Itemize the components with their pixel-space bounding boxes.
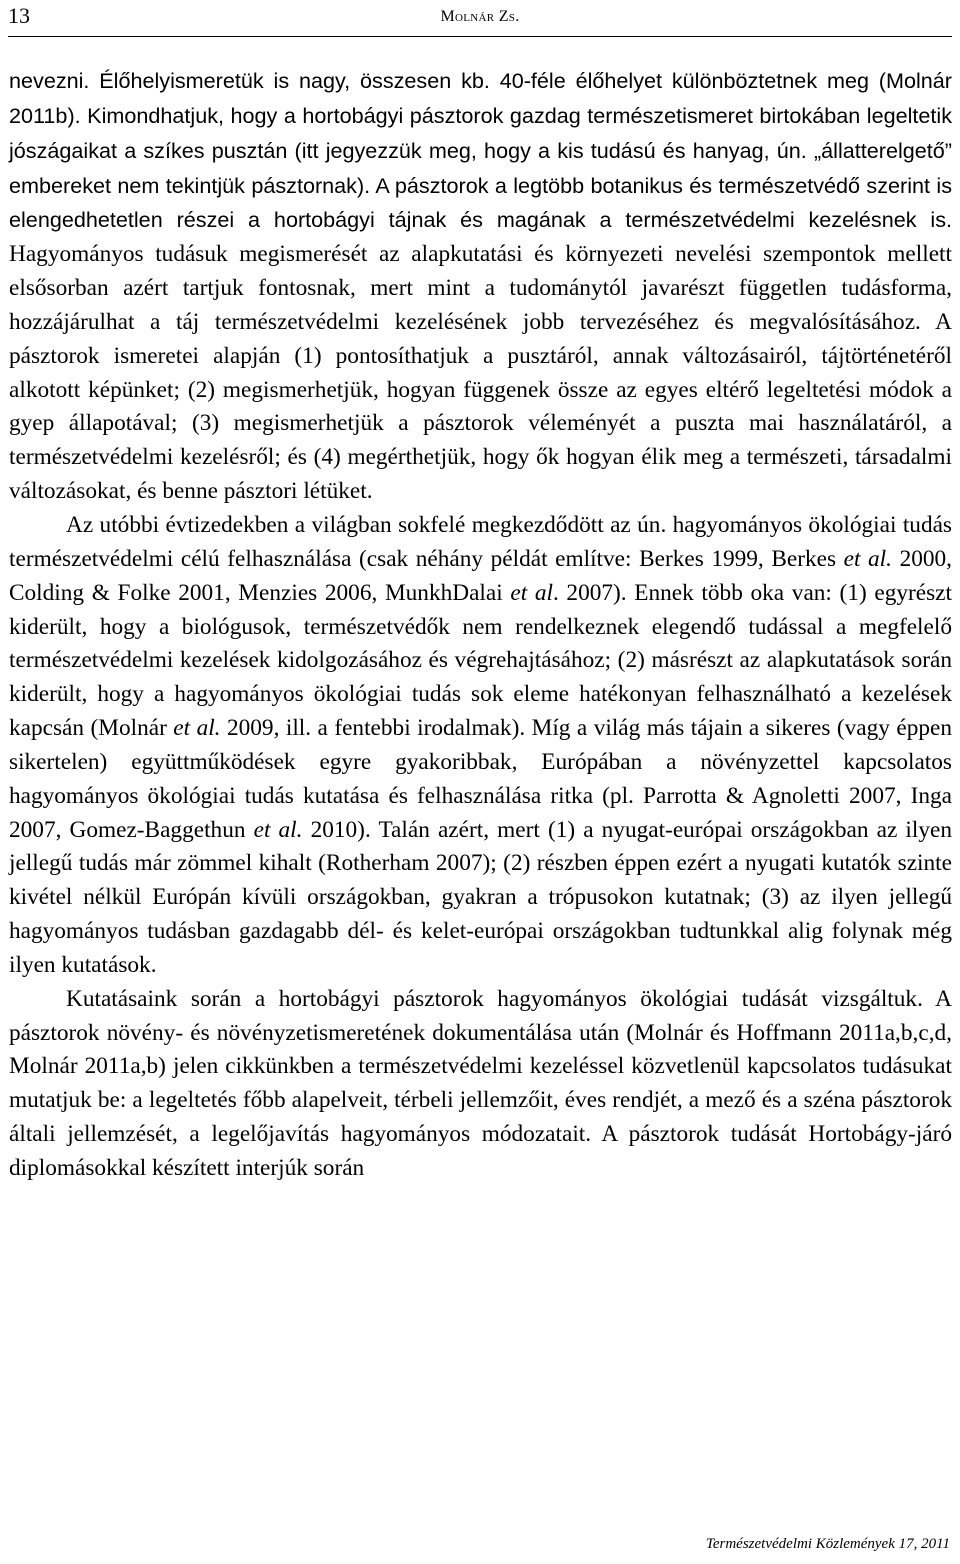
paragraph-2-part-d: 2009, ill. a fentebbi irodalmak). Míg a világ más tájain a sikeres (vagy éppen sikertelen) együttműködések egyre gyakoribbak, Európában a növényzettel kapcsolatos hagyományos ökológiai tudás kutatása és felhasználása ritka (pl. Parrotta & Agnoletti 2007, Inga 2007, Gomez-Baggethun — [9, 715, 952, 843]
running-head: Molnár Zs. — [440, 8, 520, 25]
paragraph-2-part-c: . 2007). Ennek több oka van: (1) egyrészt kiderült, hogy a biológusok, természetvédők nem rendelkeznek elegendő tudással a megfelelő természetvédelmi kezelések kidolgozásához és végrehajtásához; (2) másrészt az alapkutatások során kiderült, hogy a hagyományos ökológiai tudás sok eleme hatékonyan felhasználható a kezelések kapcsán (Molnár — [9, 579, 952, 742]
et-al-2: et al — [510, 579, 553, 606]
et-al-1: et al. — [843, 545, 892, 572]
paragraph-1 — [9, 64, 952, 509]
paragraph-1-serif-segment: Hagyományos tudásuk megismerését az alapkutatási és környezeti nevelési szempontok mellett elsősorban azért tartjuk fontosnak, mert mint a tudománytól javarészt független tudásforma, hozzájárulhat a táj természetvédelmi kezelésének jobb tervezéséhez és megvalósításához. A pásztorok ismeretei alapján (1) pontosíthatjuk a pusztáról, annak változásairól, tájtörténetéről alkotott képünket; (2) megismerhetjük, hogyan függenek össze az egyes eltérő legeltetési módok a gyep állapotával; (3) megismerhetjük a pásztorok véleményét a puszta mai használatáról, a természetvédelmi kezelésről; és (4) megérthetjük, hogy ők hogyan élik meg a természeti, társadalmi változásokat, és benne pásztori létüket. — [9, 241, 952, 505]
paragraph-2-part-a: Az utóbbi évtizedekben a világban sokfelé megkezdődött az ún. hagyományos ökológiai tudás természetvédelmi célú felhasználása (csak néhány példát említve: Berkes 1999, Berkes — [9, 511, 952, 572]
article-body — [9, 64, 952, 1186]
et-al-3: et al. — [173, 715, 221, 742]
paragraph-2 — [9, 509, 952, 983]
paragraph-2-part-e: 2010). Talán azért, mert (1) a nyugat-európai országokban az ilyen jellegű tudás már zömmel kihalt (Rotherham 2007); (2) részben éppen ezért a nyugati kutatók szinte kivétel nélkül Európán kívüli országokban, gyakran a trópusokon kutatnak; (3) az ilyen jellegű hagyományos tudásban gazdagabb dél- és kelet-európai országokban tudtunkkal alig folynak még ilyen kutatások. — [9, 816, 952, 978]
journal-footer: Természetvédelmi Közlemények 17, 2011 — [705, 1536, 950, 1552]
paragraph-1-sans-segment: nevezni. Élőhelyismeretük is nagy, összesen kb. 40-féle élőhelyet különböztetnek meg (Molnár 2011b). Kimondhatjuk, hogy a hortobágyi pásztorok gazdag természetismeret birtokában legeltetik jószágaikat a szíkes pusztán (itt jegyezzük meg, hogy a kis tudású és hanyag, ún. „állatterelgető” embereket nem tekintjük pásztornak). A pásztorok a legtöbb botanikus és természetvédő szerint is elengedhetetlen részei a hortobágyi tájnak és magának a természetvédelmi kezelésnek is. — [9, 68, 952, 233]
et-al-4: et al. — [253, 816, 303, 843]
page-header — [8, 0, 952, 37]
paragraph-2-part-b: 2000, Colding & Folke 2001, Menzies 2006, MunkhDalai — [9, 545, 952, 606]
paragraph-3: Kutatásaink során a hortobágyi pásztorok hagyományos ökológiai tudását vizsgáltuk. A pásztorok növény- és növényzetismeretének dokumentálása után (Molnár és Hoffmann 2011a,b,c,d, Molnár 2011a,b) jelen cikkünkben a természetvédelmi kezeléssel közvetlenül kapcsolatos tudásukat mutatjuk be: a legeltetés főbb alapelveit, térbeli jellemzőit, éves rendjét, a mező és a széna pásztorok általi jellemzését, a legelőjavítás hagyományos módozatait. A pásztorok tudását Hortobágy-járó diplomásokkal készített interjúk során — [9, 985, 952, 1181]
page-number: 13 — [8, 3, 30, 28]
